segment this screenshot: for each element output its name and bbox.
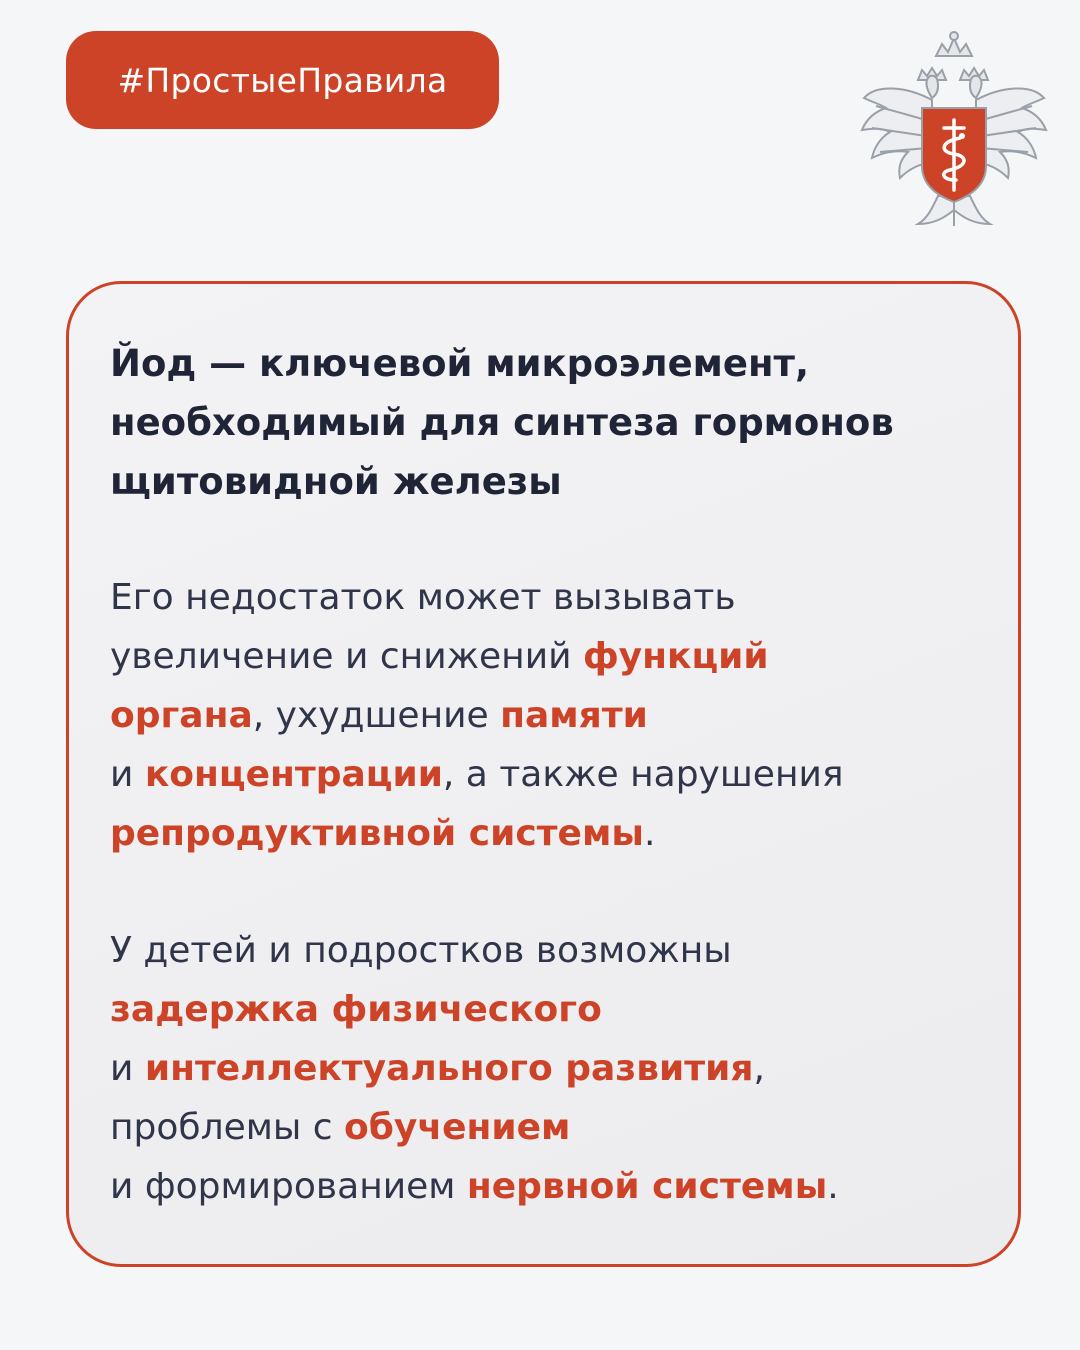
text: увеличение и снижений — [110, 636, 583, 677]
text: проблемы с — [110, 1107, 345, 1148]
heading-line: необходимый для синтеза гормонов — [110, 401, 894, 444]
highlight: функций — [582, 636, 769, 677]
text: и — [110, 754, 145, 795]
main-heading — [110, 334, 1010, 511]
text: . — [643, 813, 656, 854]
hashtag-badge[interactable] — [66, 31, 499, 129]
children-effects-paragraph — [110, 921, 1010, 1216]
highlight: задержка физического — [110, 989, 602, 1030]
highlight: органа — [110, 695, 253, 736]
text: , а также нарушения — [442, 754, 844, 795]
heading-line: щитовидной железы — [110, 460, 562, 503]
highlight: интеллектуального развития — [144, 1048, 754, 1089]
highlight: репродуктивной системы — [110, 813, 644, 854]
heading-line: Йод — ключевой микроэлемент, — [110, 342, 810, 385]
text: , ухудшение — [252, 695, 501, 736]
text: и формированием — [110, 1166, 467, 1207]
highlight: нервной системы — [466, 1166, 828, 1207]
text: . — [827, 1166, 839, 1207]
highlight: обучением — [344, 1107, 571, 1148]
highlight: памяти — [500, 695, 648, 736]
ministry-emblem-icon — [856, 28, 1052, 230]
text: и — [110, 1048, 145, 1089]
highlight: концентрации — [144, 754, 443, 795]
deficiency-effects-paragraph — [110, 568, 1010, 863]
text: Его недостаток может вызывать — [110, 577, 736, 618]
hashtag-label: #ПростыеПравила — [117, 60, 448, 100]
text: , — [753, 1048, 765, 1089]
text: У детей и подростков возможны — [110, 930, 732, 971]
